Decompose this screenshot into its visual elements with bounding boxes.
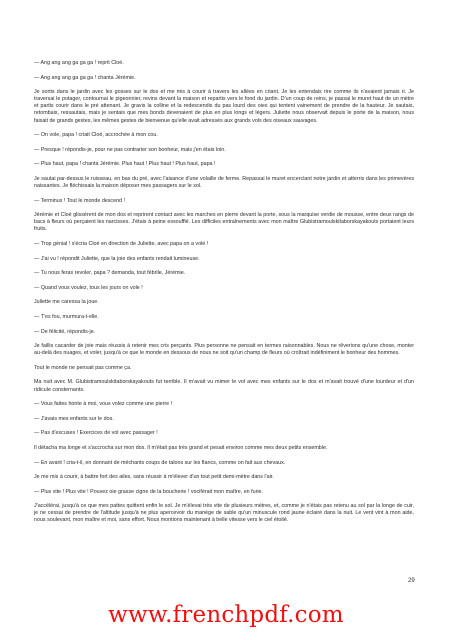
paragraph: Tout le monde ne pensait pas comme ça. [34, 364, 132, 371]
paragraph: J'accélérai, jusqu'à ce que mes pattes quittent enfin le sol. Je m'élevai très vite de plusieurs mètres, et, comme je n'étais pas retenu au sol par la longe de cuir, je ne cessai de prendre de l'altitude jusqu'à ne plus apercevoir du manège de sable qu'un minuscule rond jaune éclairé dans la nuit. Le vent vint à mon aide, nous soulevant, mon maître et moi, sans effort. Nous montions maintenant à belle vitesse vers le ciel étoilé. [34, 503, 414, 524]
paragraph: Je me mis à courir, à battre fort des ailes, sans réussir à m'élever d'un tout petit demi-mètre dans l'air. [34, 474, 274, 481]
paragraph: — Terminus ! Tout le monde descend ! [34, 197, 125, 204]
paragraph: — Quand vous voulez, tous les jours on vole ! [34, 284, 143, 291]
paragraph: Je sautai par-dessus le ruisseau, en bas du pré, avec l'aisance d'une volaille de ferme. Repassai le muret encerclant notre jardin et atterris dans les primevères naissantes. Je fléchissais la maison déposer mes passagers sur le sol. [34, 175, 414, 190]
paragraph: — Plus haut, papa ! chanta Jérémie. Plus haut ! Plus haut ! Plus haut, papa ! [34, 161, 216, 168]
paragraph: — Vous faites honte à moi, vous volez comme une pierre ! [34, 401, 173, 408]
paragraph: — Trop génial ! s'écria Cloé en direction de Juliette, avec papa on a volé ! [34, 241, 209, 247]
page-number: 29 [408, 578, 415, 584]
paragraph: — De félicité, répondis-je. [34, 328, 96, 335]
body-text [34, 60, 414, 532]
paragraph: Je faillis cacarder de joie mais réussis à retenir mes cris perçants. Plus personne ne pensait en termes raisonnables. Nous ne rêverions qu'une chose, monter au-delà des nuages, et voler, jusqu'à ce que le monde en dessous de nous ne soit qu'un champ de fleurs où croîtrait indéfiniment le bonheur des hommes. [34, 343, 414, 357]
paragraph: Je sortis dans le jardin avec les gosses sur le dos et me mis à courir à travers les allées en criant. Je les entendais rire comme ils n'avaient jamais ri. Je traversai le potager, contournai le pigeonnier, revins devant la maison et repartis vers le fond du jardin. D'un coup de reins, je passai le muret haut de un mètre et partis courir dans le pré attenant. Je gravis la colline et la redescendis du pas lourd des oies qui tentent vainement de prendre de la hauteur. Je sautais, retombais, ressautais, mais je sentais que mes bonds devenaient de plus en plus longs et légers. Juliette nous observait depuis le porte de la maison, nous faisait de grands gestes, les mêmes gestes de bienvenue qu'elle avait adressés aux grands vols des oiseaux sauvages. [34, 89, 414, 124]
paragraph: Il détacha ma longe et s'accrocha sur mon dos. Il m'était pas très grand et pesait environ comme mes deux petits ensemble. [34, 444, 328, 451]
paragraph: — On vole, papa ! criait Cloé, accrochée à mon cou. [34, 132, 158, 139]
paragraph: — Tu nous feras revoler, papa ? demanda, tout fébrile, Jérémie. [34, 270, 186, 277]
paragraph: — Pas d'excuses ! Exercices de vol avec passager ! [34, 430, 158, 437]
paragraph: — T'es fou, murmura-t-elle. [34, 313, 99, 320]
paragraph: — En avant ! cria-t-il, en donnant de méchants coups de talons sur les flancs, comme on fait aux chevaux. [34, 459, 286, 466]
paragraph: Ma nuit avec M. Glubistramoulskitaborskayakouts fut terrible. Il m'avait vu mimer le vol avec mes enfants sur le dos et m'avait trouvé d'une lourdeur et d'un ridicule consternants. [34, 379, 414, 393]
paragraph: Juliette me caressa la joue. [34, 299, 99, 306]
paragraph: — Plus vite ! Plus vite ! Pouvez oie grasse cigne de la boucherie ! vociférait mon maître, en furie. [34, 488, 264, 495]
paragraph: — Ang ang ang ga ga ga ! chanta Jérémie. [34, 74, 136, 81]
paragraph: — J'ai vu ! répondit Juliette, que la joie des enfants rendait lumineuse. [34, 255, 200, 262]
paragraph: Jérémie et Cloé glissèrent de mon dos et reprirent contact avec les marches en pierre devant la porte, sous la marquise verdie de mousse, entre deux rangs de bacs à fleurs où perçaient les narcisses. J'étais à peine essoufflé. Les difficiles entraînements avec mon maître Glubistramoulskitaborskayakouts portaient leurs fruits. [34, 212, 414, 233]
watermark-url: www.frenchpdf.com [108, 602, 344, 628]
paragraph: — J'avais mes enfants sur le dos. [34, 415, 114, 422]
paragraph: — Ang ang ang ga ga ga ! reprit Cloé. [34, 60, 124, 66]
paragraph: — Presque ! répondis-je, pour ne pas contrarier son bonheur, mais j'en étais loin. [34, 146, 226, 153]
